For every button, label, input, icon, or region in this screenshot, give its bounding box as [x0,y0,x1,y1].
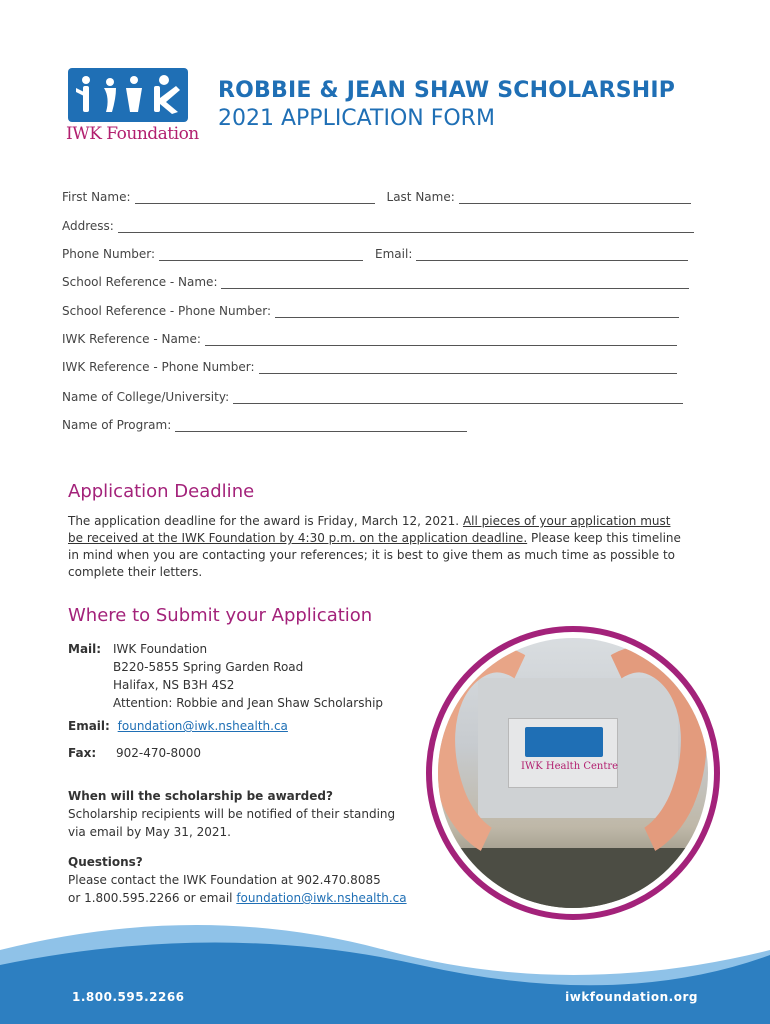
iwk-foundation-logo [66,68,199,148]
mail-line: IWK Foundation [113,642,208,656]
school-ref-name-row [62,275,689,289]
fax-line [68,746,201,760]
email-label: Email: [375,247,413,261]
program-label: Name of Program: [62,418,172,432]
college-row [62,390,683,404]
deadline-paragraph [68,513,688,581]
email-link[interactable]: foundation@iwk.nshealth.ca [117,719,288,733]
footer-wave [0,910,770,1024]
iwk-ref-phone-label: IWK Reference - Phone Number: [62,360,255,374]
school-ref-phone-row [62,304,679,318]
email-field[interactable] [416,249,688,261]
address-field[interactable] [118,221,694,233]
iwk-ref-phone-field[interactable] [259,362,677,374]
footer-phone: 1.800.595.2266 [72,990,185,1004]
awarded-question: When will the scholarship be awarded? [68,789,333,803]
logo-figures-icon [68,68,188,122]
mail-label: Mail: [68,642,102,656]
first-name-field[interactable] [135,192,375,204]
page-subtitle: 2021 APPLICATION FORM [218,106,495,131]
name-row [62,190,691,204]
fax-value: 902-470-8000 [115,746,201,760]
fax-label: Fax: [68,746,97,760]
address-row [62,219,694,233]
iwk-ref-phone-row [62,360,677,374]
phone-label: Phone Number: [62,247,156,261]
iwk-ref-name-label: IWK Reference - Name: [62,332,201,346]
sign-text: IWK Health Centre [521,761,619,772]
phone-field[interactable] [159,249,363,261]
questions-block [68,853,407,907]
address-label: Address: [62,219,114,233]
iwk-ref-name-field[interactable] [205,334,677,346]
school-ref-phone-field[interactable] [275,306,679,318]
questions-email-link[interactable]: foundation@iwk.nshealth.ca [236,891,407,905]
contact-row [62,247,688,261]
school-ref-name-field[interactable] [221,277,689,289]
heart-hands-photo [426,626,720,920]
questions-line: Please contact the IWK Foundation at 902.470.8085 [68,873,381,887]
college-field[interactable] [233,392,683,404]
school-ref-phone-label: School Reference - Phone Number: [62,304,272,318]
awarded-line: via email by May 31, 2021. [68,825,231,839]
mail-line: Attention: Robbie and Jean Shaw Scholarship [113,696,384,710]
iwk-ref-name-row [62,332,677,346]
photo-image [438,638,708,908]
page-title: ROBBIE & JEAN SHAW SCHOLARSHIP [218,78,676,103]
email-line [68,719,288,733]
last-name-field[interactable] [459,192,691,204]
college-label: Name of College/University: [62,390,230,404]
questions-line-prefix: or 1.800.595.2266 or email [68,891,237,905]
footer-website[interactable]: iwkfoundation.org [565,990,698,1004]
questions-heading: Questions? [68,855,143,869]
awarded-line: Scholarship recipients will be notified of their standing [68,807,396,821]
logo-text: IWK Foundation [66,124,199,144]
submit-heading: Where to Submit your Application [68,605,373,626]
questions-line-2 [68,889,407,907]
program-field[interactable] [175,420,467,432]
awarded-block [68,787,395,841]
email-contact-label: Email: [68,719,110,733]
mail-address [113,640,383,712]
program-row [62,418,467,432]
first-name-label: First Name: [62,190,131,204]
mail-line: B220-5855 Spring Garden Road [113,660,304,674]
deadline-heading: Application Deadline [68,481,255,502]
deadline-text-b: Please keep this timeline in mind when you are contacting your references; it is best to give them as much time as possible to complete their letters. [68,531,681,579]
school-ref-name-label: School Reference - Name: [62,275,218,289]
deadline-text-underlined: All pieces of your application must be received at the IWK Foundation by 4:30 p.m. on the application deadline. [68,514,671,545]
mail-line: Halifax, NS B3H 4S2 [113,678,235,692]
last-name-label: Last Name: [386,190,455,204]
ground-shape [438,848,708,908]
mail-block [68,640,384,710]
deadline-text-a: The application deadline for the award is Friday, March 12, 2021. [68,514,463,528]
